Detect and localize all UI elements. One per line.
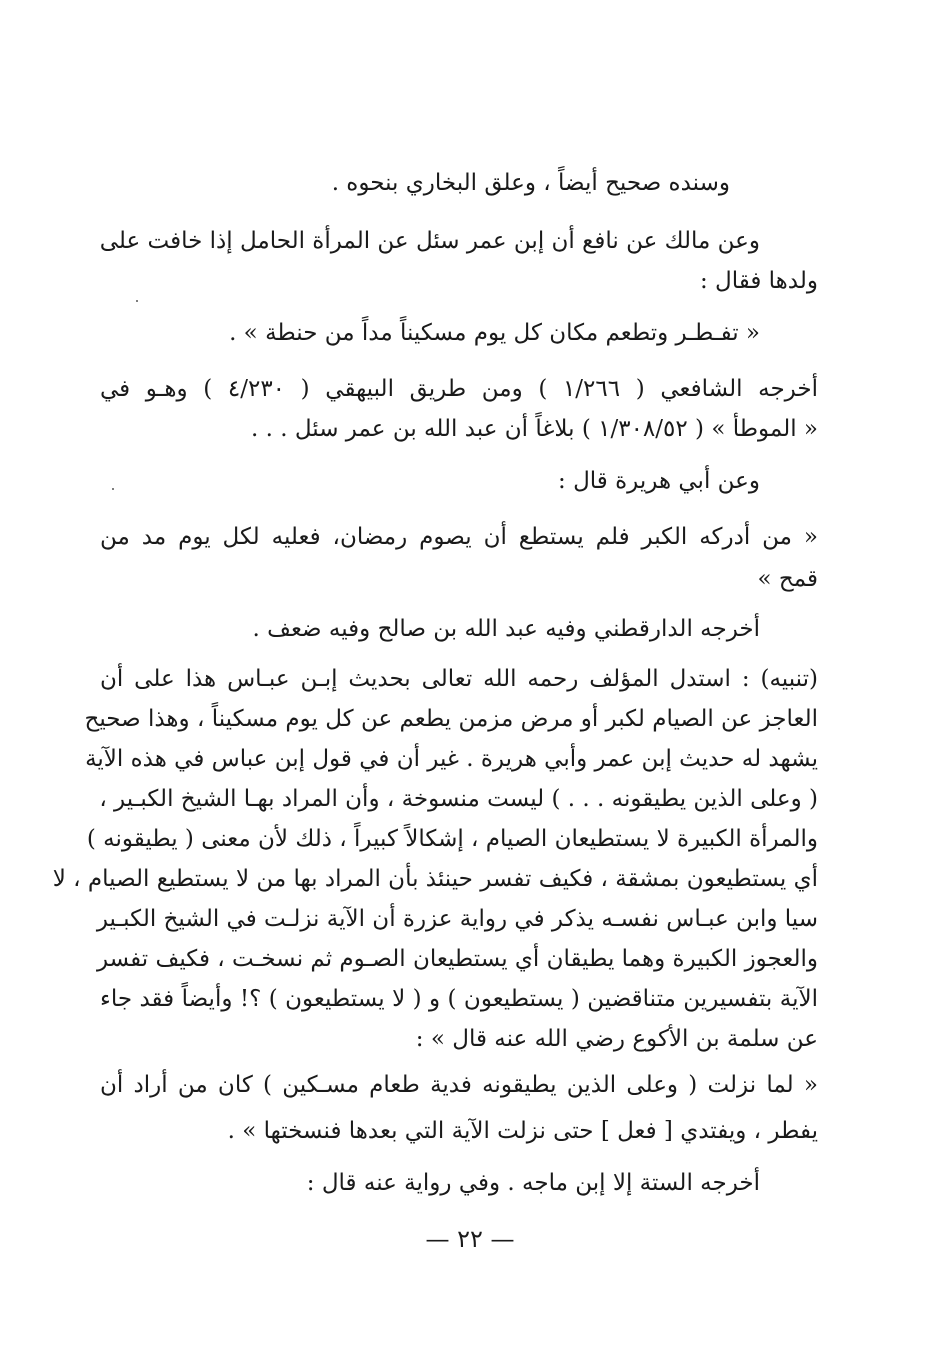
text-line: أخرجه الستة إلا إبن ماجه . وفي رواية عنه قال : [306, 1170, 760, 1196]
scan-speck [136, 300, 138, 302]
text-line: الآية بتفسيرين متناقضين ( يستطيعون ) و ( لا يستطيعون ) ؟! وأيضاً فقد جاء [100, 986, 818, 1012]
text-line: والعجوز الكبيرة وهما يطيقان أي يستطيعان الصـوم ثم نسخـت ، فكيف تفسر [96, 946, 818, 972]
text-line: أخرجه الدارقطني وفيه عبد الله بن صالح وفيه ضعف . [252, 616, 760, 642]
text-line: والمرأة الكبيرة لا يستطيعان الصيام ، إشكالاً كبيراً ، ذلك لأن معنى ( يطيقونه ) [86, 826, 818, 852]
text-line: أي يستطيعون بمشقة ، فكيف تفسر حينئذ بأن المراد بها من لا يستطيع الصيام ، لا [52, 866, 818, 892]
text-line: يشهد له حديث إبن عمر وأبي هريرة . غير أن في قول إبن عباس في هذه الآية [85, 746, 818, 772]
text-line: وسنده صحيح أيضاً ، وعلق البخاري بنحوه . [331, 170, 730, 196]
text-line: وعن مالك عن نافع أن إبن عمر سئل عن المرأة الحامل إذا خافت على [99, 228, 760, 254]
text-line: سيا وابن عبـاس نفسـه يذكر في رواية عزرة أن الآية نزلـت في الشيخ الكبـير [96, 906, 818, 932]
text-line: وعن أبي هريرة قال : [558, 468, 760, 494]
text-line: ( وعلى الذين يطيقونه . . . ) ليست منسوخة ، وأن المراد بهـا الشيخ الكبـير ، [99, 786, 818, 812]
text-line: « لما نزلت ( وعلى الذين يطيقونه فدية طعام مسـكين ) كان من أراد أن [100, 1072, 818, 1098]
text-line: ولدها فقال : [699, 268, 818, 294]
text-line: قمح » [757, 566, 818, 592]
text-line: يفطر ، ويفتدي [ فعل ] حتى نزلت الآية التي بعدها فنسختها » . [227, 1118, 818, 1144]
scan-speck [112, 488, 114, 490]
text-line: « الموطأ » ( ١/٣٠٨/٥٢ ) بلاغاً أن عبد الله بن عمر سئل . . . [251, 416, 818, 442]
text-line: العاجز عن الصيام لكبر أو مرض مزمن يطعم عن كل يوم مسكيناً ، وهذا صحيح [84, 706, 818, 732]
text-line: (تنبيه) : استدل المؤلف رحمه الله تعالى بحديث إبـن عبـاس هذا على أن [100, 666, 818, 692]
text-line: أخرجه الشافعي ( ١/٢٦٦ ) ومن طريق البيهقي ( ٤/٢٣٠ ) وهـو في [100, 376, 818, 402]
text-line: عن سلمة بن الأكوع رضي الله عنه قال » : [415, 1026, 818, 1052]
page-number: — ٢٢ — [425, 1225, 515, 1253]
text-line: « تفـطـر وتطعم مكان كل يوم مسكيناً مداً من حنطة » . [229, 320, 760, 346]
text-line: « من أدركه الكبر فلم يستطع أن يصوم رمضان، فعليه لكل يوم مد من [100, 524, 818, 550]
